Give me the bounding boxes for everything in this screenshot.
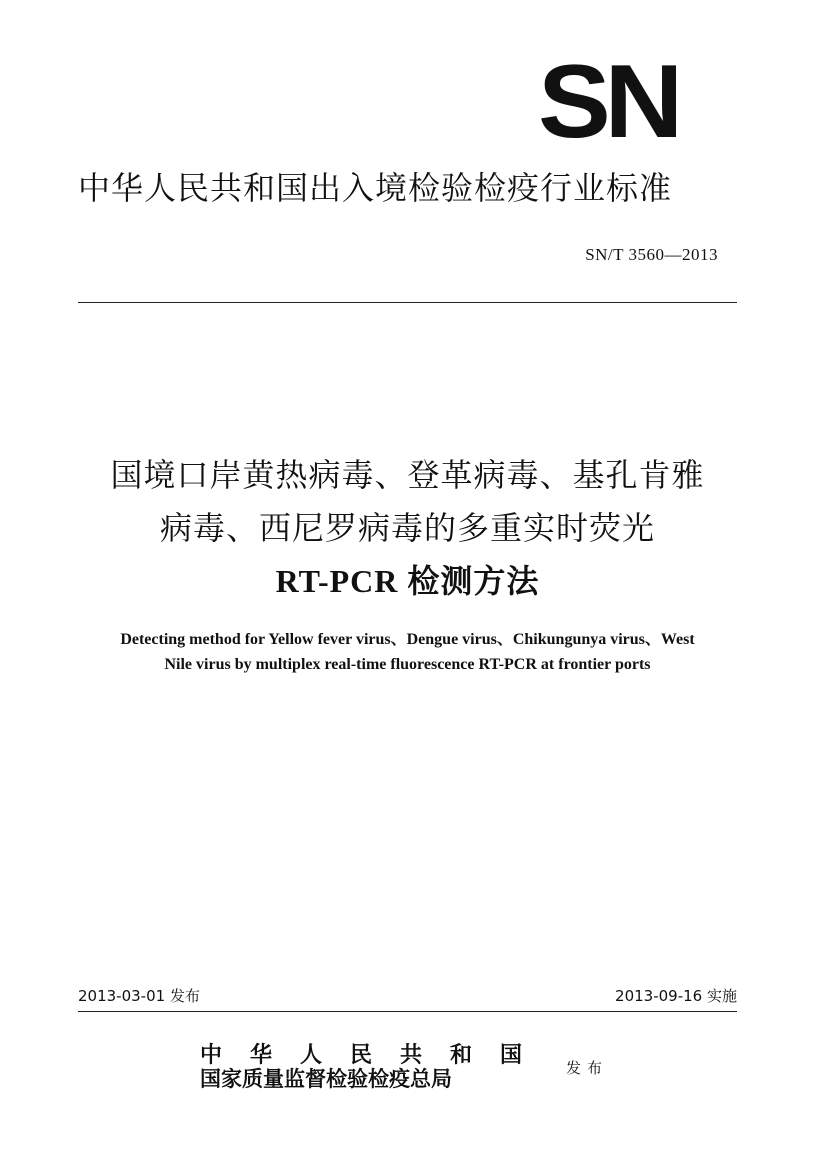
top-divider [78, 302, 737, 303]
english-title-line-1: Detecting method for Yellow fever virus、Dengue virus、Chikungunya virus、West [120, 631, 695, 648]
standard-code: SN/T 3560—2013 [585, 245, 718, 264]
sn-logo: SN [538, 44, 678, 160]
chinese-title-line-1: 国境口岸黄热病毒、登革病毒、基孔肯雅 [110, 456, 705, 494]
publisher-line-2: 国家质量监督检验检疫总局 [200, 1066, 452, 1091]
publisher-line-1: 中华人民共和国 [200, 1042, 551, 1068]
issue-date: 2013-03-01 发布 [78, 987, 200, 1005]
english-title-line-2: Nile virus by multiplex real-time fluorescence RT-PCR at frontier ports [164, 656, 651, 673]
implementation-date: 2013-09-16 实施 [615, 987, 737, 1005]
chinese-title-line-3: RT-PCR 检测方法 [275, 563, 540, 599]
issuing-agency-header: 中华人民共和国出入境检验检疫行业标准 [78, 169, 673, 207]
chinese-title-line-2: 病毒、西尼罗病毒的多重实时荧光 [159, 509, 655, 547]
publish-action-label: 发布 [566, 1059, 609, 1077]
bottom-divider [78, 1011, 737, 1012]
